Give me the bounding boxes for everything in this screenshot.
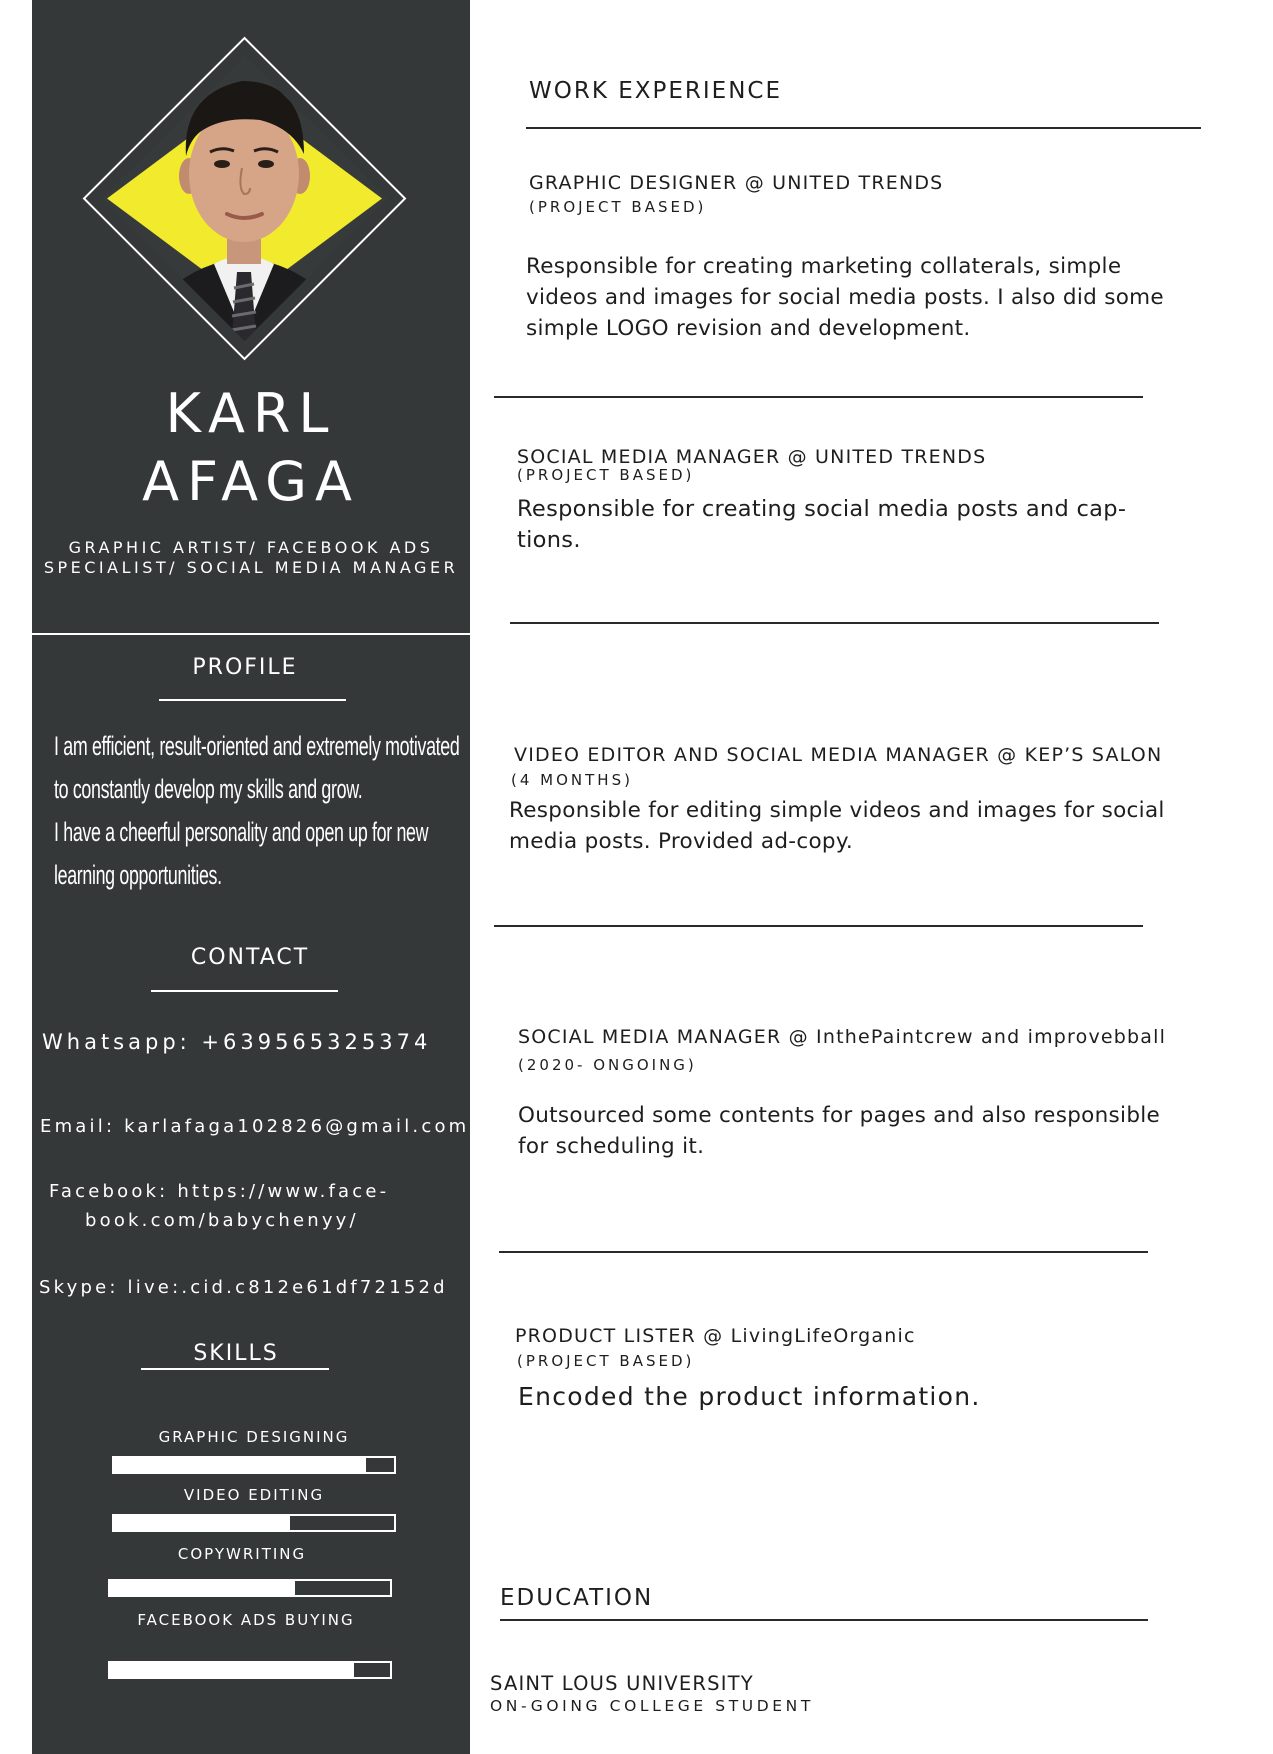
job-3-desc-line-1: Responsible for editing simple videos and images for social <box>509 798 1165 823</box>
skills-heading: SKILLS <box>193 1341 279 1366</box>
first-name: KARL <box>165 382 337 445</box>
skill-label-graphic: GRAPHIC DESIGNING <box>158 1428 350 1446</box>
job-2-desc-line-2: tions. <box>517 527 581 553</box>
education-school: SAINT LOUS UNIVERSITY <box>490 1672 754 1695</box>
job-4-divider <box>499 1251 1148 1253</box>
job-5-desc-line-1: Encoded the product information. <box>518 1382 981 1411</box>
education-heading: EDUCATION <box>500 1585 654 1611</box>
job-4-desc-line-1: Outsourced some contents for pages and also responsible <box>518 1103 1161 1128</box>
job-3-divider <box>494 925 1143 927</box>
skill-bar-graphic <box>112 1456 396 1474</box>
sidebar-divider <box>32 633 470 635</box>
contact-whatsapp[interactable]: Whatsapp: +639565325374 <box>42 1030 432 1054</box>
profile-underline <box>159 699 346 701</box>
job-2-desc-line-1: Responsible for creating social media posts and cap- <box>517 496 1127 522</box>
contact-email[interactable]: Email: karlafaga102826@gmail.com <box>40 1116 470 1137</box>
skill-label-copywriting: COPYWRITING <box>177 1545 307 1563</box>
work-divider <box>526 127 1201 129</box>
education-status: ON-GOING COLLEGE STUDENT <box>490 1697 814 1715</box>
job-1-desc-line-3: simple LOGO revision and development. <box>526 316 971 341</box>
profile-text <box>54 725 470 897</box>
job-2-desc <box>517 494 1126 556</box>
skill-fill-video <box>114 1516 290 1530</box>
skill-fill-facebook-ads <box>110 1663 354 1677</box>
contact-facebook-line-1[interactable]: Facebook: https://www.face- <box>49 1181 390 1202</box>
job-3-sub: (4 MONTHS) <box>511 771 633 789</box>
skill-label-facebook-ads: FACEBOOK ADS BUYING <box>137 1611 355 1629</box>
job-1-title: GRAPHIC DESIGNER @ UNITED TRENDS <box>529 172 944 194</box>
education-divider <box>500 1619 1148 1621</box>
tagline-line-1: GRAPHIC ARTIST/ FACEBOOK ADS <box>68 538 434 557</box>
profile-line-4: learning opportunities. <box>54 860 222 890</box>
job-4-sub: (2020- ONGOING) <box>518 1056 697 1074</box>
job-5-title: PRODUCT LISTER @ LivingLifeOrganic <box>515 1325 916 1347</box>
job-5-desc <box>518 1381 981 1412</box>
job-3-desc <box>509 795 1165 857</box>
profile-line-3: I have a cheerful personality and open up for new <box>54 817 429 847</box>
tagline-line-2: SPECIALIST/ SOCIAL MEDIA MANAGER <box>43 558 459 577</box>
job-4-desc <box>518 1100 1160 1162</box>
job-1-desc <box>526 251 1164 344</box>
job-2-sub: (PROJECT BASED) <box>517 466 695 484</box>
contact-skype[interactable]: Skype: live:.cid.c812e61df72152d <box>39 1277 448 1298</box>
job-4-desc-line-2: for scheduling it. <box>518 1134 705 1159</box>
skill-bar-facebook-ads <box>108 1661 392 1679</box>
job-1-divider <box>494 396 1143 398</box>
skill-fill-graphic <box>114 1458 366 1472</box>
contact-underline <box>151 990 338 992</box>
contact-facebook-line-2[interactable]: book.com/babychenyy/ <box>85 1210 359 1231</box>
job-3-desc-line-2: media posts. Provided ad-copy. <box>509 829 853 854</box>
profile-line-1: I am efficient, result-oriented and extremely motivated <box>54 731 460 761</box>
job-2-title: SOCIAL MEDIA MANAGER @ UNITED TRENDS <box>517 446 987 468</box>
job-5-sub: (PROJECT BASED) <box>517 1352 695 1370</box>
profile-line-2: to constantly develop my skills and grow. <box>54 774 363 804</box>
work-heading: WORK EXPERIENCE <box>529 78 783 104</box>
last-name: AFAGA <box>142 450 360 513</box>
skill-bar-copywriting <box>108 1579 392 1597</box>
job-1-sub: (PROJECT BASED) <box>529 198 707 216</box>
skill-fill-copywriting <box>110 1581 295 1595</box>
profile-photo <box>82 36 407 361</box>
skills-underline <box>141 1368 329 1370</box>
skill-bar-video <box>112 1514 396 1532</box>
skill-label-video: VIDEO EDITING <box>183 1486 325 1504</box>
job-2-divider <box>510 622 1159 624</box>
contact-heading: CONTACT <box>190 945 310 970</box>
job-4-title: SOCIAL MEDIA MANAGER @ InthePaintcrew and improvebball <box>518 1026 1167 1048</box>
job-1-desc-line-1: Responsible for creating marketing collaterals, simple <box>526 254 1122 279</box>
profile-heading: PROFILE <box>192 655 298 680</box>
job-3-title: VIDEO EDITOR AND SOCIAL MEDIA MANAGER @ KEP’S SALON <box>514 744 1163 766</box>
job-1-desc-line-2: videos and images for social media posts. I also did some <box>526 285 1164 310</box>
